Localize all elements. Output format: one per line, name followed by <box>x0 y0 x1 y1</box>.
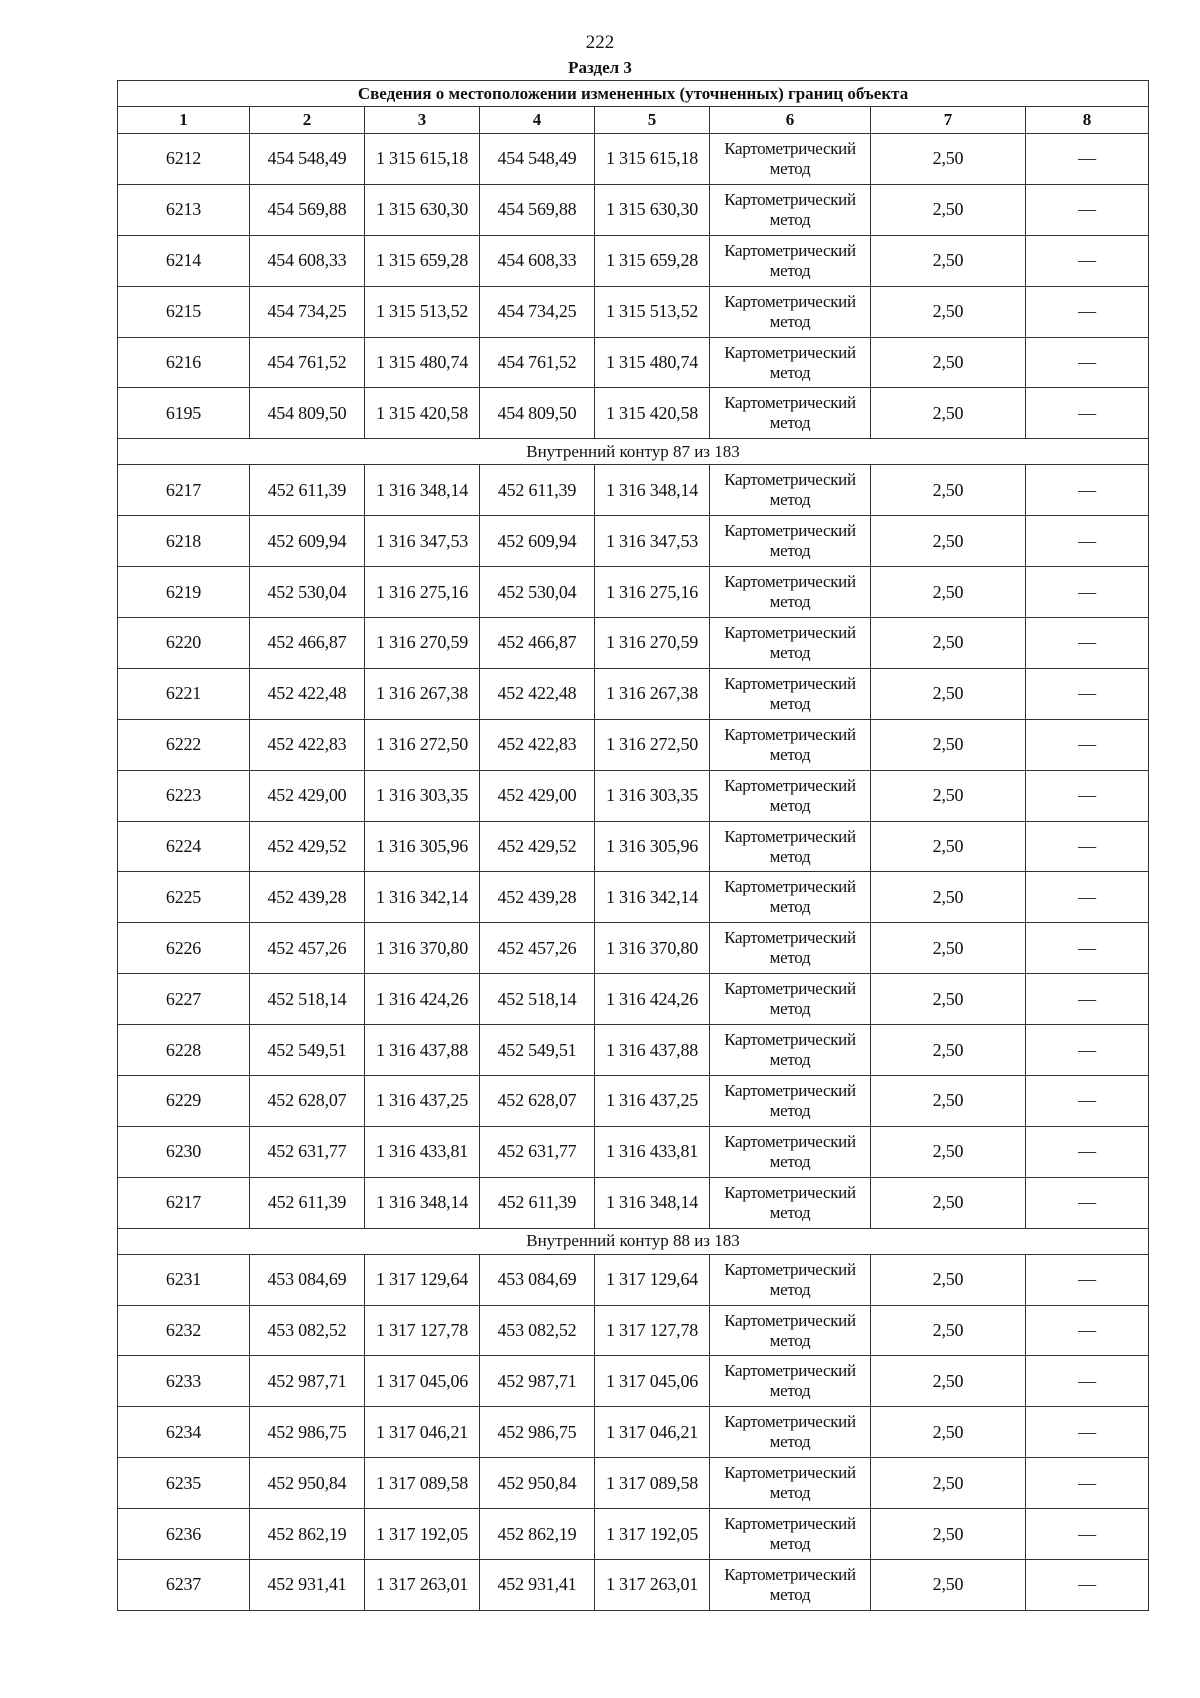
y-new-cell: 1 316 348,14 <box>595 1177 710 1228</box>
x-old-cell: 454 548,49 <box>250 134 365 185</box>
point-number-cell: 6217 <box>118 1177 250 1228</box>
point-number-cell: 6236 <box>118 1509 250 1560</box>
x-new-cell: 452 549,51 <box>480 1025 595 1076</box>
description-cell: — <box>1026 1458 1149 1509</box>
x-old-cell: 452 609,94 <box>250 516 365 567</box>
accuracy-cell: 2,50 <box>871 1407 1026 1458</box>
method-cell: Картометрический метод <box>710 184 871 235</box>
table-row <box>118 134 1149 185</box>
y-new-cell: 1 317 192,05 <box>595 1509 710 1560</box>
x-old-cell: 452 631,77 <box>250 1126 365 1177</box>
point-number-cell: 6214 <box>118 235 250 286</box>
point-number-cell: 6228 <box>118 1025 250 1076</box>
y-old-cell: 1 316 267,38 <box>365 668 480 719</box>
description-cell: — <box>1026 286 1149 337</box>
accuracy-cell: 2,50 <box>871 1560 1026 1611</box>
y-old-cell: 1 316 342,14 <box>365 872 480 923</box>
y-old-cell: 1 315 513,52 <box>365 286 480 337</box>
accuracy-cell: 2,50 <box>871 184 1026 235</box>
y-new-cell: 1 317 129,64 <box>595 1254 710 1305</box>
method-cell: Картометрический метод <box>710 618 871 669</box>
table-row <box>118 337 1149 388</box>
boundary-coordinates-table <box>117 80 1149 1611</box>
table-row <box>118 770 1149 821</box>
x-new-cell: 452 518,14 <box>480 974 595 1025</box>
column-number: 6 <box>710 107 871 134</box>
description-cell: — <box>1026 337 1149 388</box>
point-number-cell: 6213 <box>118 184 250 235</box>
method-cell: Картометрический метод <box>710 770 871 821</box>
x-old-cell: 452 611,39 <box>250 465 365 516</box>
x-new-cell: 454 809,50 <box>480 388 595 439</box>
description-cell: — <box>1026 516 1149 567</box>
column-number: 5 <box>595 107 710 134</box>
x-old-cell: 452 987,71 <box>250 1356 365 1407</box>
method-cell: Картометрический метод <box>710 974 871 1025</box>
accuracy-cell: 2,50 <box>871 1509 1026 1560</box>
method-cell: Картометрический метод <box>710 388 871 439</box>
y-old-cell: 1 316 275,16 <box>365 567 480 618</box>
point-number-cell: 6221 <box>118 668 250 719</box>
table-row <box>118 668 1149 719</box>
y-new-cell: 1 317 263,01 <box>595 1560 710 1611</box>
table-row <box>118 1560 1149 1611</box>
y-new-cell: 1 316 437,25 <box>595 1076 710 1127</box>
accuracy-cell: 2,50 <box>871 770 1026 821</box>
description-cell: — <box>1026 1126 1149 1177</box>
point-number-cell: 6226 <box>118 923 250 974</box>
contour-label-row <box>118 439 1149 465</box>
x-old-cell: 452 611,39 <box>250 1177 365 1228</box>
method-cell: Картометрический метод <box>710 567 871 618</box>
y-new-cell: 1 315 615,18 <box>595 134 710 185</box>
table-row <box>118 465 1149 516</box>
description-cell: — <box>1026 1025 1149 1076</box>
point-number-cell: 6212 <box>118 134 250 185</box>
method-cell: Картометрический метод <box>710 1177 871 1228</box>
description-cell: — <box>1026 1305 1149 1356</box>
accuracy-cell: 2,50 <box>871 1126 1026 1177</box>
accuracy-cell: 2,50 <box>871 1177 1026 1228</box>
description-cell: — <box>1026 770 1149 821</box>
accuracy-cell: 2,50 <box>871 821 1026 872</box>
x-new-cell: 452 950,84 <box>480 1458 595 1509</box>
table-row <box>118 286 1149 337</box>
table-body <box>118 134 1149 1611</box>
method-cell: Картометрический метод <box>710 286 871 337</box>
x-old-cell: 452 628,07 <box>250 1076 365 1127</box>
description-cell: — <box>1026 923 1149 974</box>
table-row <box>118 618 1149 669</box>
table-row <box>118 1126 1149 1177</box>
point-number-cell: 6231 <box>118 1254 250 1305</box>
point-number-cell: 6216 <box>118 337 250 388</box>
description-cell: — <box>1026 184 1149 235</box>
x-new-cell: 452 457,26 <box>480 923 595 974</box>
table-caption: Сведения о местоположении измененных (уточненных) границ объекта <box>118 81 1149 107</box>
method-cell: Картометрический метод <box>710 465 871 516</box>
method-cell: Картометрический метод <box>710 1076 871 1127</box>
table-row <box>118 1407 1149 1458</box>
y-old-cell: 1 316 424,26 <box>365 974 480 1025</box>
y-old-cell: 1 316 370,80 <box>365 923 480 974</box>
point-number-cell: 6232 <box>118 1305 250 1356</box>
y-old-cell: 1 316 272,50 <box>365 719 480 770</box>
table-row <box>118 1177 1149 1228</box>
x-new-cell: 452 611,39 <box>480 1177 595 1228</box>
method-cell: Картометрический метод <box>710 872 871 923</box>
contour-label-row <box>118 1228 1149 1254</box>
column-number: 7 <box>871 107 1026 134</box>
x-old-cell: 452 457,26 <box>250 923 365 974</box>
y-new-cell: 1 315 659,28 <box>595 235 710 286</box>
y-old-cell: 1 316 433,81 <box>365 1126 480 1177</box>
accuracy-cell: 2,50 <box>871 567 1026 618</box>
y-new-cell: 1 316 272,50 <box>595 719 710 770</box>
table-row <box>118 184 1149 235</box>
column-number: 4 <box>480 107 595 134</box>
x-old-cell: 453 084,69 <box>250 1254 365 1305</box>
description-cell: — <box>1026 974 1149 1025</box>
point-number-cell: 6220 <box>118 618 250 669</box>
section-title: Раздел 3 <box>568 58 632 77</box>
method-cell: Картометрический метод <box>710 1509 871 1560</box>
description-cell: — <box>1026 134 1149 185</box>
y-old-cell: 1 317 045,06 <box>365 1356 480 1407</box>
method-cell: Картометрический метод <box>710 235 871 286</box>
contour-label: Внутренний контур 87 из 183 <box>118 439 1149 465</box>
x-new-cell: 452 931,41 <box>480 1560 595 1611</box>
x-new-cell: 452 422,48 <box>480 668 595 719</box>
accuracy-cell: 2,50 <box>871 923 1026 974</box>
y-new-cell: 1 316 370,80 <box>595 923 710 974</box>
accuracy-cell: 2,50 <box>871 516 1026 567</box>
column-number: 1 <box>118 107 250 134</box>
method-cell: Картометрический метод <box>710 1025 871 1076</box>
accuracy-cell: 2,50 <box>871 668 1026 719</box>
x-old-cell: 452 931,41 <box>250 1560 365 1611</box>
point-number-cell: 6217 <box>118 465 250 516</box>
point-number-cell: 6215 <box>118 286 250 337</box>
method-cell: Картометрический метод <box>710 668 871 719</box>
y-new-cell: 1 316 267,38 <box>595 668 710 719</box>
accuracy-cell: 2,50 <box>871 388 1026 439</box>
table-row <box>118 388 1149 439</box>
y-old-cell: 1 317 129,64 <box>365 1254 480 1305</box>
x-new-cell: 452 987,71 <box>480 1356 595 1407</box>
point-number-cell: 6224 <box>118 821 250 872</box>
method-cell: Картометрический метод <box>710 1560 871 1611</box>
x-old-cell: 452 530,04 <box>250 567 365 618</box>
description-cell: — <box>1026 618 1149 669</box>
x-old-cell: 452 422,83 <box>250 719 365 770</box>
table-row <box>118 1254 1149 1305</box>
x-old-cell: 452 518,14 <box>250 974 365 1025</box>
point-number-cell: 6230 <box>118 1126 250 1177</box>
description-cell: — <box>1026 465 1149 516</box>
point-number-cell: 6223 <box>118 770 250 821</box>
column-number-row <box>118 107 1149 134</box>
description-cell: — <box>1026 668 1149 719</box>
x-old-cell: 452 862,19 <box>250 1509 365 1560</box>
y-old-cell: 1 315 630,30 <box>365 184 480 235</box>
table-row <box>118 567 1149 618</box>
x-new-cell: 452 862,19 <box>480 1509 595 1560</box>
x-old-cell: 452 429,52 <box>250 821 365 872</box>
x-old-cell: 454 608,33 <box>250 235 365 286</box>
x-new-cell: 452 986,75 <box>480 1407 595 1458</box>
x-old-cell: 452 549,51 <box>250 1025 365 1076</box>
x-new-cell: 452 429,52 <box>480 821 595 872</box>
y-new-cell: 1 316 347,53 <box>595 516 710 567</box>
table-row <box>118 821 1149 872</box>
point-number-cell: 6233 <box>118 1356 250 1407</box>
column-number: 8 <box>1026 107 1149 134</box>
contour-label: Внутренний контур 88 из 183 <box>118 1228 1149 1254</box>
table-row <box>118 516 1149 567</box>
y-new-cell: 1 316 342,14 <box>595 872 710 923</box>
y-old-cell: 1 317 127,78 <box>365 1305 480 1356</box>
x-new-cell: 454 548,49 <box>480 134 595 185</box>
y-new-cell: 1 317 127,78 <box>595 1305 710 1356</box>
accuracy-cell: 2,50 <box>871 337 1026 388</box>
description-cell: — <box>1026 1407 1149 1458</box>
x-old-cell: 454 734,25 <box>250 286 365 337</box>
table-row <box>118 1458 1149 1509</box>
y-new-cell: 1 316 437,88 <box>595 1025 710 1076</box>
point-number-cell: 6222 <box>118 719 250 770</box>
accuracy-cell: 2,50 <box>871 1356 1026 1407</box>
y-new-cell: 1 317 046,21 <box>595 1407 710 1458</box>
y-new-cell: 1 316 348,14 <box>595 465 710 516</box>
y-new-cell: 1 316 275,16 <box>595 567 710 618</box>
accuracy-cell: 2,50 <box>871 235 1026 286</box>
x-new-cell: 452 530,04 <box>480 567 595 618</box>
x-old-cell: 454 809,50 <box>250 388 365 439</box>
x-old-cell: 454 761,52 <box>250 337 365 388</box>
accuracy-cell: 2,50 <box>871 974 1026 1025</box>
point-number-cell: 6195 <box>118 388 250 439</box>
point-number-cell: 6227 <box>118 974 250 1025</box>
x-new-cell: 452 466,87 <box>480 618 595 669</box>
method-cell: Картометрический метод <box>710 1126 871 1177</box>
table-row <box>118 1076 1149 1127</box>
table-row <box>118 872 1149 923</box>
y-new-cell: 1 317 089,58 <box>595 1458 710 1509</box>
point-number-cell: 6225 <box>118 872 250 923</box>
x-old-cell: 452 986,75 <box>250 1407 365 1458</box>
x-new-cell: 454 761,52 <box>480 337 595 388</box>
table-caption-row <box>118 81 1149 107</box>
y-old-cell: 1 316 437,88 <box>365 1025 480 1076</box>
table-row <box>118 1356 1149 1407</box>
x-new-cell: 454 608,33 <box>480 235 595 286</box>
y-new-cell: 1 315 420,58 <box>595 388 710 439</box>
table-row <box>118 1305 1149 1356</box>
method-cell: Картометрический метод <box>710 337 871 388</box>
column-number: 3 <box>365 107 480 134</box>
description-cell: — <box>1026 388 1149 439</box>
x-new-cell: 454 734,25 <box>480 286 595 337</box>
table-row <box>118 719 1149 770</box>
x-old-cell: 452 466,87 <box>250 618 365 669</box>
method-cell: Картометрический метод <box>710 516 871 567</box>
method-cell: Картометрический метод <box>710 923 871 974</box>
y-old-cell: 1 317 192,05 <box>365 1509 480 1560</box>
point-number-cell: 6234 <box>118 1407 250 1458</box>
y-new-cell: 1 316 424,26 <box>595 974 710 1025</box>
method-cell: Картометрический метод <box>710 1305 871 1356</box>
accuracy-cell: 2,50 <box>871 134 1026 185</box>
table-row <box>118 1509 1149 1560</box>
method-cell: Картометрический метод <box>710 1458 871 1509</box>
x-new-cell: 453 082,52 <box>480 1305 595 1356</box>
description-cell: — <box>1026 1356 1149 1407</box>
y-old-cell: 1 316 347,53 <box>365 516 480 567</box>
y-old-cell: 1 316 437,25 <box>365 1076 480 1127</box>
x-new-cell: 452 611,39 <box>480 465 595 516</box>
table-row <box>118 235 1149 286</box>
accuracy-cell: 2,50 <box>871 1458 1026 1509</box>
y-new-cell: 1 315 630,30 <box>595 184 710 235</box>
method-cell: Картометрический метод <box>710 719 871 770</box>
accuracy-cell: 2,50 <box>871 618 1026 669</box>
y-old-cell: 1 316 270,59 <box>365 618 480 669</box>
description-cell: — <box>1026 1177 1149 1228</box>
description-cell: — <box>1026 1076 1149 1127</box>
accuracy-cell: 2,50 <box>871 719 1026 770</box>
y-new-cell: 1 315 513,52 <box>595 286 710 337</box>
y-old-cell: 1 316 305,96 <box>365 821 480 872</box>
x-new-cell: 452 628,07 <box>480 1076 595 1127</box>
description-cell: — <box>1026 719 1149 770</box>
y-old-cell: 1 315 420,58 <box>365 388 480 439</box>
x-old-cell: 452 429,00 <box>250 770 365 821</box>
x-new-cell: 452 609,94 <box>480 516 595 567</box>
accuracy-cell: 2,50 <box>871 465 1026 516</box>
method-cell: Картометрический метод <box>710 821 871 872</box>
description-cell: — <box>1026 1560 1149 1611</box>
description-cell: — <box>1026 872 1149 923</box>
x-new-cell: 452 429,00 <box>480 770 595 821</box>
accuracy-cell: 2,50 <box>871 1254 1026 1305</box>
x-new-cell: 452 439,28 <box>480 872 595 923</box>
y-old-cell: 1 316 348,14 <box>365 465 480 516</box>
description-cell: — <box>1026 567 1149 618</box>
x-new-cell: 452 422,83 <box>480 719 595 770</box>
y-old-cell: 1 317 263,01 <box>365 1560 480 1611</box>
y-new-cell: 1 317 045,06 <box>595 1356 710 1407</box>
y-old-cell: 1 315 615,18 <box>365 134 480 185</box>
description-cell: — <box>1026 235 1149 286</box>
page-number: 222 <box>585 32 615 53</box>
point-number-cell: 6219 <box>118 567 250 618</box>
x-new-cell: 453 084,69 <box>480 1254 595 1305</box>
x-old-cell: 452 950,84 <box>250 1458 365 1509</box>
y-old-cell: 1 315 480,74 <box>365 337 480 388</box>
x-old-cell: 454 569,88 <box>250 184 365 235</box>
accuracy-cell: 2,50 <box>871 1305 1026 1356</box>
accuracy-cell: 2,50 <box>871 1025 1026 1076</box>
point-number-cell: 6237 <box>118 1560 250 1611</box>
table-row <box>118 1025 1149 1076</box>
method-cell: Картометрический метод <box>710 1254 871 1305</box>
x-new-cell: 452 631,77 <box>480 1126 595 1177</box>
method-cell: Картометрический метод <box>710 1356 871 1407</box>
table-row <box>118 923 1149 974</box>
x-old-cell: 453 082,52 <box>250 1305 365 1356</box>
y-new-cell: 1 315 480,74 <box>595 337 710 388</box>
x-new-cell: 454 569,88 <box>480 184 595 235</box>
method-cell: Картометрический метод <box>710 134 871 185</box>
column-number: 2 <box>250 107 365 134</box>
description-cell: — <box>1026 821 1149 872</box>
y-old-cell: 1 317 046,21 <box>365 1407 480 1458</box>
point-number-cell: 6218 <box>118 516 250 567</box>
description-cell: — <box>1026 1509 1149 1560</box>
point-number-cell: 6235 <box>118 1458 250 1509</box>
x-old-cell: 452 439,28 <box>250 872 365 923</box>
y-old-cell: 1 317 089,58 <box>365 1458 480 1509</box>
accuracy-cell: 2,50 <box>871 286 1026 337</box>
accuracy-cell: 2,50 <box>871 872 1026 923</box>
x-old-cell: 452 422,48 <box>250 668 365 719</box>
point-number-cell: 6229 <box>118 1076 250 1127</box>
y-new-cell: 1 316 433,81 <box>595 1126 710 1177</box>
y-old-cell: 1 316 348,14 <box>365 1177 480 1228</box>
method-cell: Картометрический метод <box>710 1407 871 1458</box>
y-old-cell: 1 316 303,35 <box>365 770 480 821</box>
description-cell: — <box>1026 1254 1149 1305</box>
y-new-cell: 1 316 305,96 <box>595 821 710 872</box>
y-new-cell: 1 316 303,35 <box>595 770 710 821</box>
table-row <box>118 974 1149 1025</box>
y-old-cell: 1 315 659,28 <box>365 235 480 286</box>
accuracy-cell: 2,50 <box>871 1076 1026 1127</box>
y-new-cell: 1 316 270,59 <box>595 618 710 669</box>
